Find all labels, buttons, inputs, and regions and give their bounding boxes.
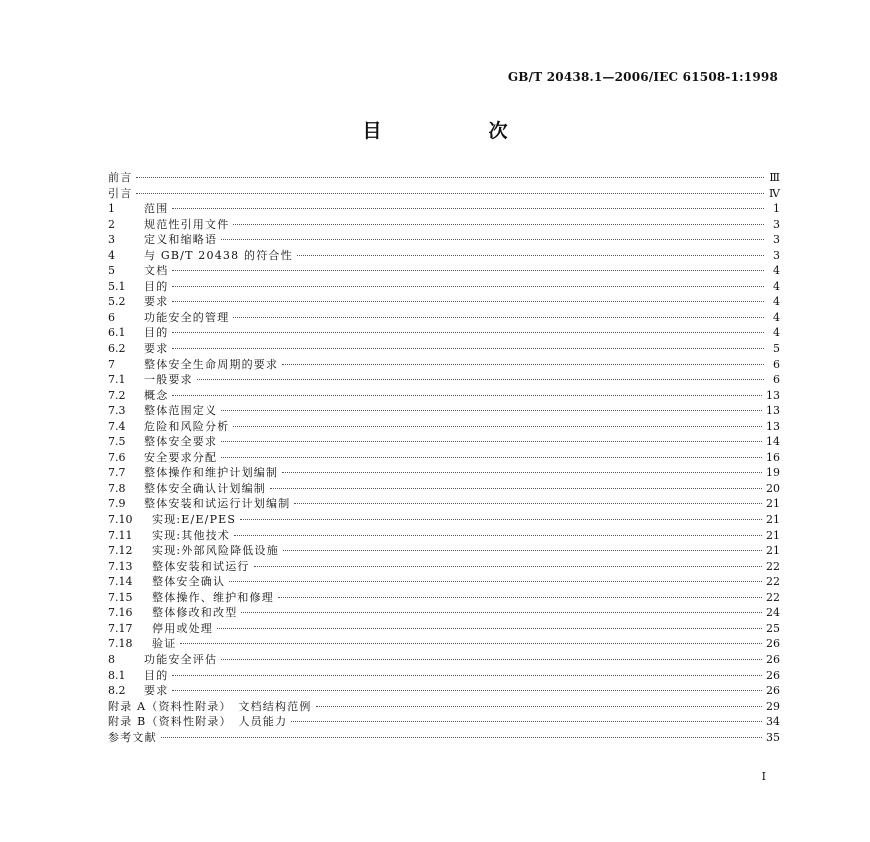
toc-entry-page: 13 [766, 419, 780, 433]
toc-entry-number: 8.1 [108, 668, 126, 682]
toc-entry-label: 要求 [144, 684, 169, 698]
toc-leader-dots [136, 193, 764, 194]
toc-entry-label: 附录 A（资料性附录） 文档结构范例 [108, 699, 312, 713]
toc-entry-page: 24 [766, 606, 780, 620]
toc-entry[interactable] [108, 388, 780, 404]
toc-entry-label: 要求 [144, 295, 169, 309]
toc-entry[interactable] [108, 605, 780, 621]
toc-entry-number: 7.11 [108, 528, 133, 542]
toc-entry-page: 19 [766, 466, 780, 480]
toc-leader-dots [172, 270, 764, 271]
toc-entry-page: 16 [766, 450, 780, 464]
toc-leader-dots [234, 535, 762, 536]
toc-entry-page: 34 [766, 715, 780, 729]
toc-leader-dots [221, 457, 762, 458]
toc-entry-number: 7.7 [108, 466, 126, 480]
toc-leader-dots [233, 224, 764, 225]
toc-leader-dots [197, 379, 764, 380]
toc-leader-dots [172, 395, 762, 396]
toc-entry-label: 实现:外部风险降低设施 [152, 544, 279, 558]
toc-entry-page: Ⅳ [769, 186, 780, 200]
toc-entry[interactable] [108, 263, 780, 279]
toc-entry[interactable] [108, 357, 780, 373]
toc-entry-number: 7.12 [108, 544, 133, 558]
toc-entry-label: 附录 B（资料性附录） 人员能力 [108, 715, 288, 729]
toc-entry-number: 7.17 [108, 621, 133, 635]
toc-leader-dots [172, 348, 764, 349]
toc-leader-dots [316, 706, 762, 707]
toc-entry-page: 20 [766, 481, 780, 495]
toc-entry[interactable] [108, 294, 780, 310]
toc-entry[interactable] [108, 217, 780, 233]
toc-leader-dots [172, 690, 762, 691]
toc-entry-number: 7.2 [108, 388, 126, 402]
toc-entry[interactable] [108, 574, 780, 590]
toc-entry-label: 目的 [144, 279, 169, 293]
toc-entry-label: 功能安全评估 [144, 652, 218, 666]
toc-entry-label: 整体安全确认 [152, 575, 226, 589]
toc-entry-label: 危险和风险分析 [144, 419, 230, 433]
toc-leader-dots [278, 597, 762, 598]
toc-entry-page: Ⅲ [769, 171, 780, 184]
toc-entry-page: 6 [773, 373, 780, 387]
toc-entry-label: 整体操作、维护和修理 [152, 590, 274, 604]
toc-entry-number: 7.3 [108, 404, 126, 418]
toc-entry-label: 整体安全确认计划编制 [144, 481, 266, 495]
toc-entry-page: 25 [766, 621, 780, 635]
toc-entry-label: 定义和缩略语 [144, 233, 218, 247]
toc-entry-label: 整体修改和改型 [152, 606, 238, 620]
toc-entry-number: 7.16 [108, 606, 133, 620]
toc-leader-dots [172, 301, 764, 302]
page-title: 目 次 [362, 120, 552, 142]
toc-entry[interactable] [108, 668, 780, 684]
toc-entry-label: 范围 [144, 202, 169, 216]
toc-entry[interactable] [108, 201, 780, 217]
toc-leader-dots [180, 643, 762, 644]
toc-entry-number: 5.2 [108, 295, 126, 309]
toc-entry-number: 7.5 [108, 435, 126, 449]
toc-leader-dots [233, 317, 764, 318]
toc-entry-label: 参考文献 [108, 730, 157, 744]
toc-entry-page: 6 [773, 357, 780, 371]
toc-entry-number: 8.2 [108, 684, 126, 698]
toc-leader-dots [221, 659, 762, 660]
toc-entry-label: 目的 [144, 668, 169, 682]
toc-entry-label: 实现:其他技术 [152, 528, 231, 542]
toc-entry[interactable] [108, 186, 780, 202]
toc-entry-page: 4 [773, 326, 780, 340]
toc-entry[interactable] [108, 683, 780, 699]
toc-entry-label: 整体安装和试运行 [152, 559, 250, 573]
toc-entry-number: 7.8 [108, 481, 126, 495]
standard-code: GB/T 20438.1—2006/IEC 61508-1:1998 [507, 70, 778, 84]
toc-entry-label: 安全要求分配 [144, 450, 218, 464]
toc-entry-page: 26 [766, 652, 780, 666]
toc-entry-page: 26 [766, 668, 780, 682]
toc-entry-page: 13 [766, 404, 780, 418]
toc-entry-label: 整体安全生命周期的要求 [144, 357, 279, 371]
toc-entry-number: 7.9 [108, 497, 126, 511]
toc-entry-label: 实现:E/E/PES [152, 513, 237, 527]
toc-leader-dots [172, 332, 764, 333]
toc-entry-page: 26 [766, 637, 780, 651]
toc-entry-number: 7.10 [108, 513, 133, 527]
toc-entry-label: 整体安装和试运行计划编制 [144, 497, 291, 511]
toc-leader-dots [229, 581, 762, 582]
toc-entry[interactable] [108, 652, 780, 668]
table-of-contents [108, 170, 780, 745]
toc-leader-dots [270, 488, 762, 489]
toc-entry-number: 7.6 [108, 450, 126, 464]
toc-entry-page: 14 [766, 435, 780, 449]
toc-entry-page: 22 [766, 575, 780, 589]
toc-entry-label: 前言 [108, 171, 133, 184]
toc-entry[interactable] [108, 528, 780, 544]
toc-leader-dots [282, 472, 762, 473]
toc-entry-label: 停用或处理 [152, 621, 213, 635]
toc-leader-dots [297, 255, 764, 256]
toc-entry[interactable] [108, 310, 780, 326]
toc-leader-dots [172, 208, 764, 209]
toc-entry-number: 5.1 [108, 279, 126, 293]
toc-entry-page: 4 [773, 279, 780, 293]
toc-entry-page: 4 [773, 310, 780, 324]
toc-entry-number: 7.1 [108, 373, 126, 387]
toc-leader-dots [240, 519, 762, 520]
toc-entry-number: 6.2 [108, 342, 126, 356]
toc-entry-page: 5 [773, 342, 780, 356]
toc-entry-number: 6 [108, 310, 115, 324]
toc-leader-dots [283, 550, 762, 551]
toc-leader-dots [172, 286, 764, 287]
toc-entry-number: 7.13 [108, 559, 133, 573]
toc-entry[interactable] [108, 730, 780, 746]
toc-entry[interactable] [108, 559, 780, 575]
toc-entry[interactable] [108, 434, 780, 450]
toc-leader-dots [221, 239, 764, 240]
toc-entry[interactable] [108, 590, 780, 606]
toc-entry[interactable] [108, 419, 780, 435]
toc-leader-dots [241, 612, 762, 613]
toc-entry-label: 规范性引用文件 [144, 217, 230, 231]
toc-entry[interactable] [108, 232, 780, 248]
toc-leader-dots [254, 566, 762, 567]
toc-entry-label: 与 GB/T 20438 的符合性 [144, 248, 293, 262]
toc-entry-page: 3 [773, 233, 780, 247]
toc-leader-dots [161, 737, 762, 738]
toc-entry-label: 文档 [144, 264, 169, 278]
toc-leader-dots [221, 410, 762, 411]
toc-entry-label: 整体操作和维护计划编制 [144, 466, 279, 480]
toc-entry-page: 22 [766, 559, 780, 573]
toc-entry-number: 7.14 [108, 575, 133, 589]
toc-entry[interactable] [108, 496, 780, 512]
toc-entry-number: 7.15 [108, 590, 133, 604]
toc-entry[interactable] [108, 325, 780, 341]
toc-entry[interactable] [108, 170, 780, 186]
toc-entry[interactable] [108, 403, 780, 419]
toc-entry[interactable] [108, 699, 780, 715]
toc-entry[interactable] [108, 341, 780, 357]
toc-entry-label: 整体范围定义 [144, 404, 218, 418]
toc-entry[interactable] [108, 543, 780, 559]
toc-leader-dots [233, 426, 762, 427]
toc-entry-page: 13 [766, 388, 780, 402]
toc-leader-dots [136, 177, 764, 178]
toc-entry-number: 8 [108, 652, 115, 666]
toc-leader-dots [172, 675, 762, 676]
toc-entry[interactable] [108, 636, 780, 652]
page-number: I [761, 770, 766, 783]
toc-entry-page: 21 [766, 528, 780, 542]
toc-entry-page: 4 [773, 295, 780, 309]
toc-entry[interactable] [108, 621, 780, 637]
toc-entry-number: 7.18 [108, 637, 133, 651]
toc-entry-page: 22 [766, 590, 780, 604]
toc-entry-page: 21 [766, 513, 780, 527]
toc-entry[interactable] [108, 450, 780, 466]
toc-entry-number: 4 [108, 248, 115, 262]
toc-entry[interactable] [108, 248, 780, 264]
toc-entry-page: 26 [766, 684, 780, 698]
toc-entry-label: 概念 [144, 388, 169, 402]
toc-entry-number: 2 [108, 217, 115, 231]
toc-entry-page: 4 [773, 264, 780, 278]
toc-entry[interactable] [108, 481, 780, 497]
toc-entry-page: 3 [773, 217, 780, 231]
toc-entry-number: 5 [108, 264, 115, 278]
toc-leader-dots [282, 364, 764, 365]
toc-entry-label: 整体安全要求 [144, 435, 218, 449]
toc-entry-label: 一般要求 [144, 373, 193, 387]
toc-entry-page: 3 [773, 248, 780, 262]
toc-leader-dots [294, 503, 762, 504]
toc-entry-label: 功能安全的管理 [144, 310, 230, 324]
toc-entry-page: 1 [773, 202, 780, 216]
toc-entry-page: 35 [766, 730, 780, 744]
toc-entry[interactable] [108, 714, 780, 730]
toc-entry[interactable] [108, 465, 780, 481]
toc-entry-number: 6.1 [108, 326, 126, 340]
toc-entry-number: 7 [108, 357, 115, 371]
toc-entry[interactable] [108, 279, 780, 295]
toc-entry-number: 3 [108, 233, 115, 247]
toc-entry-number: 1 [108, 202, 115, 216]
toc-entry[interactable] [108, 512, 780, 528]
toc-leader-dots [221, 441, 762, 442]
toc-leader-dots [217, 628, 762, 629]
toc-entry-page: 29 [766, 699, 780, 713]
toc-entry-label: 引言 [108, 186, 133, 200]
toc-entry-label: 要求 [144, 342, 169, 356]
toc-leader-dots [291, 721, 762, 722]
toc-entry-page: 21 [766, 544, 780, 558]
toc-entry[interactable] [108, 372, 780, 388]
toc-entry-label: 目的 [144, 326, 169, 340]
toc-entry-page: 21 [766, 497, 780, 511]
toc-entry-label: 验证 [152, 637, 177, 651]
toc-entry-number: 7.4 [108, 419, 126, 433]
